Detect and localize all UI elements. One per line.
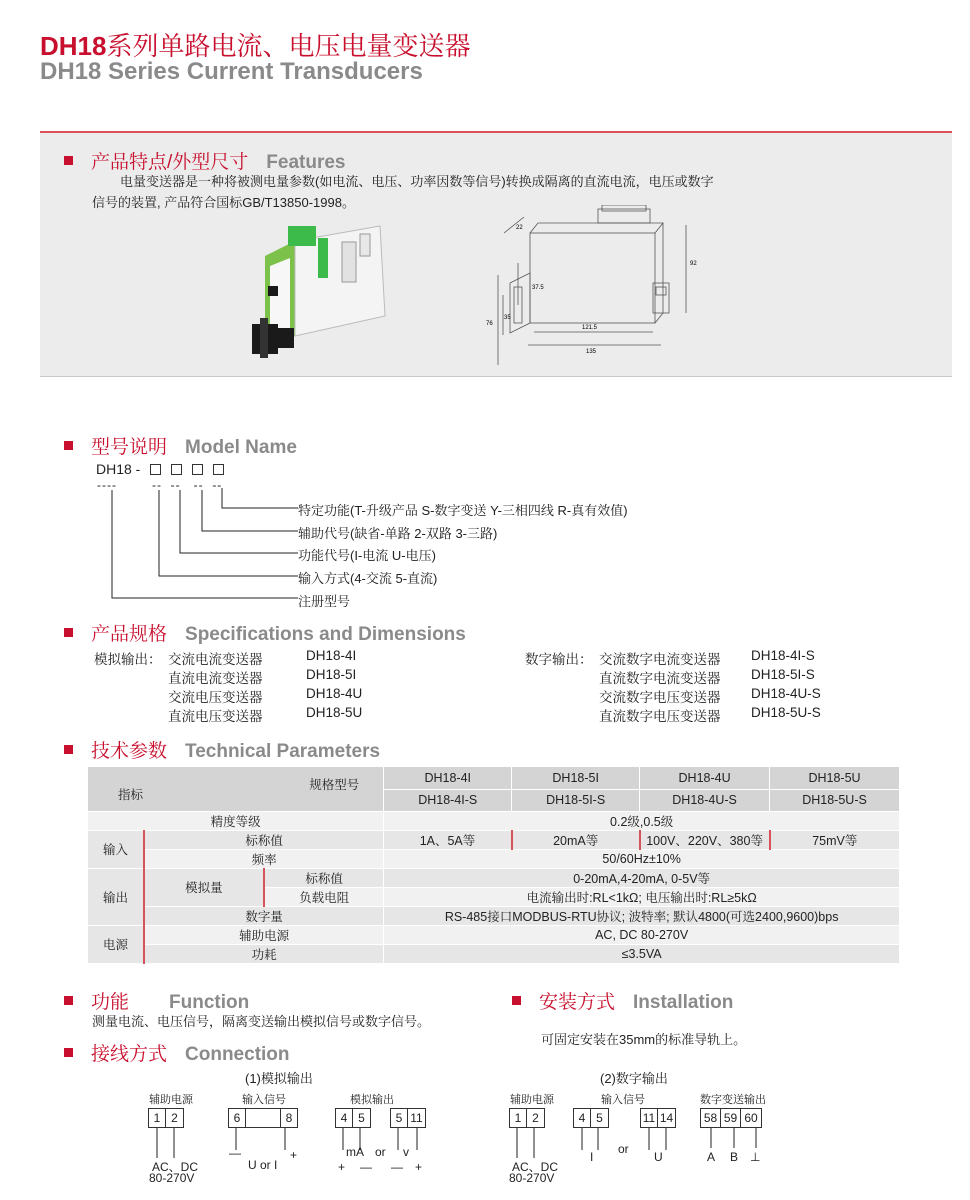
table-group-label: 输出: [88, 868, 144, 925]
specs-heading: 产品规格 Specifications and Dimensions: [64, 619, 466, 646]
features-text-1: 电量变送器是一种将被测电量参数(如电流、电压、功率因数等信号)转换成隔离的直流电流，电压或数字: [120, 174, 714, 189]
table-cell: 20mA等: [512, 830, 640, 849]
analog-output-title: (1)模拟输出: [245, 1071, 313, 1086]
model-heading: 型号说明 Model Name: [64, 432, 297, 459]
model-item-5: 注册型号: [298, 594, 351, 609]
bullet-icon: [64, 745, 73, 754]
bullet-icon: [64, 156, 73, 165]
function-text: 测量电流、电压信号，隔离变送输出模拟信号或数字信号。: [92, 1014, 431, 1029]
label-aux-power: 辅助电源: [149, 1094, 193, 1106]
features-text-2: 信号的装置, 产品符合国标GB/T13850-1998。: [92, 195, 355, 210]
table-cell: 0.2级,0.5级: [384, 811, 900, 830]
table-row-label: 数字量: [144, 906, 384, 925]
label-analog-out: 模拟输出: [350, 1094, 394, 1106]
table-header-cell: DH18-4I-S: [384, 789, 512, 811]
bullet-icon: [64, 1048, 73, 1057]
svg-text:76: 76: [486, 321, 493, 327]
table-row-label: 标称值: [264, 868, 384, 887]
installation-heading: 安装方式 Installation: [512, 987, 733, 1014]
bullet-icon: [64, 441, 73, 450]
label-digital-out: 数字变送输出: [700, 1094, 766, 1106]
digital-output-title: (2)数字输出: [600, 1071, 668, 1086]
table-header-cell: DH18-5I: [512, 767, 640, 789]
page-title-en: DH18 Series Current Transducers: [40, 58, 423, 85]
params-table: [88, 767, 900, 964]
spec-digital-code: DH18-4I-S: [751, 648, 815, 663]
installation-text: 可固定安装在35mm的标准导轨上。: [541, 1032, 747, 1047]
spec-analog-code: DH18-5I: [306, 667, 357, 682]
terminal-d-in2: 11 14: [640, 1108, 676, 1128]
digital-label: 数字输出：: [525, 652, 593, 667]
svg-text:35: 35: [504, 315, 511, 321]
table-cell: 50/60Hz±10%: [384, 849, 900, 868]
connection-heading: 接线方式 Connection: [64, 1039, 290, 1066]
function-heading: 功能 Function: [64, 987, 249, 1014]
spec-analog-code: DH18-4I: [306, 648, 357, 663]
svg-text:22: 22: [516, 225, 523, 231]
table-row-label: 标称值: [144, 830, 384, 849]
terminal-aux: 1 2: [148, 1108, 184, 1128]
model-item-2: 辅助代号(缺省-单路 2-双路 3-三路): [298, 526, 498, 541]
spec-digital-code: DH18-5U-S: [751, 705, 821, 720]
svg-text:37.5: 37.5: [532, 285, 544, 291]
table-cell: 电流输出时:RL<1kΩ; 电压输出时:RL≥5kΩ: [384, 887, 900, 906]
table-cell: 0-20mA,4-20mA, 0-5V等: [384, 868, 900, 887]
table-header-cell: DH18-4I: [384, 767, 512, 789]
page-title-cn: DH18系列单路电流、电压电量变送器: [40, 31, 471, 61]
model-item-4: 输入方式(4-交流 5-直流): [298, 571, 438, 586]
bullet-icon: [64, 996, 73, 1005]
table-row-label: 频率: [144, 849, 384, 868]
table-row-label: 功耗: [144, 944, 384, 963]
table-cell: AC, DC 80-270V: [384, 925, 900, 944]
model-code: DH18 -: [96, 461, 224, 477]
label-input-signal: 输入信号: [601, 1094, 645, 1106]
spec-digital-code: DH18-4U-S: [751, 686, 821, 701]
table-cell: RS-485接口MODBUS-RTU协议; 波特率; 默认4800(可选2400,9600)bps: [384, 906, 900, 925]
analog-label: 模拟输出：: [94, 652, 162, 667]
spec-digital-name: 交流数字电压变送器: [599, 690, 721, 705]
model-tree-lines: [100, 486, 300, 606]
table-sub-label: 模拟量: [144, 868, 264, 906]
features-heading: 产品特点/外型尺寸 Features: [64, 147, 345, 174]
spec-digital-name: 直流数字电流变送器: [599, 671, 721, 686]
spec-analog-name: 直流电压变送器: [168, 709, 263, 724]
svg-text:135: 135: [586, 349, 597, 355]
terminal-input: 6 8: [228, 1108, 298, 1128]
dimension-drawing: [478, 205, 718, 365]
bullet-icon: [512, 996, 521, 1005]
spec-analog-code: DH18-4U: [306, 686, 363, 701]
table-cell: 1A、5A等: [384, 830, 512, 849]
table-header-cell: DH18-4U-S: [640, 789, 770, 811]
model-item-3: 功能代号(I-电流 U-电压): [298, 548, 436, 563]
params-heading: 技术参数 Technical Parameters: [64, 736, 380, 763]
svg-text:121.5: 121.5: [582, 325, 598, 331]
model-item-1: 特定功能(T-升级产品 S-数字变送 Y-三相四线 R-真有效值): [298, 503, 628, 518]
spec-digital-name: 交流数字电流变送器: [599, 652, 721, 667]
table-header-cell: DH18-5I-S: [512, 789, 640, 811]
spec-analog-name: 直流电流变送器: [168, 671, 263, 686]
table-cell: ≤3.5VA: [384, 944, 900, 963]
table-cell: 75mV等: [770, 830, 900, 849]
terminal-ma: 4 5: [335, 1108, 371, 1128]
terminal-d-aux: 1 2: [509, 1108, 545, 1128]
table-row-label: 精度等级: [88, 811, 384, 830]
spec-analog-name: 交流电流变送器: [168, 652, 263, 667]
spec-analog-code: DH18-5U: [306, 705, 363, 720]
table-header-cell: DH18-5U: [770, 767, 900, 789]
terminal-d-out: 58 59 60: [700, 1108, 762, 1128]
label-aux-power: 辅助电源: [510, 1094, 554, 1106]
label-input-signal: 输入信号: [242, 1094, 286, 1106]
terminal-d-in1: 4 5: [573, 1108, 609, 1128]
product-image: [250, 216, 400, 361]
table-cell: 100V、220V、380等: [640, 830, 770, 849]
spec-digital-name: 直流数字电压变送器: [599, 709, 721, 724]
spec-analog-name: 交流电压变送器: [168, 690, 263, 705]
spec-digital-code: DH18-5I-S: [751, 667, 815, 682]
terminal-v: 5 11: [390, 1108, 426, 1128]
table-group-label: 输入: [88, 830, 144, 868]
table-row-label: 辅助电源: [144, 925, 384, 944]
table-row-label: 负载电阻: [264, 887, 384, 906]
table-header-cell: DH18-5U-S: [770, 789, 900, 811]
table-corner: 规格型号 指标: [88, 767, 384, 811]
bullet-icon: [64, 628, 73, 637]
svg-text:92: 92: [690, 261, 697, 267]
table-header-cell: DH18-4U: [640, 767, 770, 789]
table-group-label: 电源: [88, 925, 144, 963]
